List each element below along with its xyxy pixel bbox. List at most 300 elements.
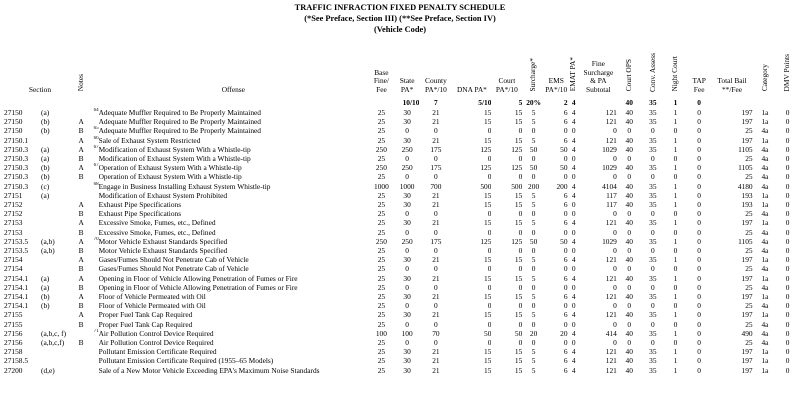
subsection: (a,b) [41,236,55,246]
surcharge: 5 [531,108,536,117]
emat-pa: 4 [571,310,576,320]
category: 4a [761,338,769,348]
header-court-pa: Court PA*/10 [495,76,518,94]
conv-assess: 35 [649,328,657,338]
fine-subtotal: 1029 [602,163,617,173]
emat-pa: 4 [571,117,576,127]
emat-pa: 0 [571,246,576,256]
court-pa: 0 [518,338,523,348]
dna-pa: 0 [487,246,492,256]
section-number: 27150.3 [4,172,29,182]
footnote-ref [86,292,98,301]
dmv-points: 0 [785,209,790,219]
conv-assess: 35 [649,144,657,154]
court-ops: 40 [625,328,633,338]
state-pa: 0 [405,282,409,292]
schedule-subtitle: (*See Preface, Section III) (**See Preface, Section IV) [304,14,496,23]
total-bail: 197 [741,356,753,366]
ems-pa: 0 [563,227,568,237]
footnote-ref [86,255,98,264]
mult-county: 7 [434,98,438,107]
category: 4a [761,144,769,154]
dna-pa: 15 [484,135,492,145]
ems-pa: 0 [563,126,568,136]
court-pa: 15 [514,365,523,375]
emat-pa: 0 [571,282,576,292]
base-fine: 25 [377,301,386,311]
emat-pa: 4 [571,328,576,338]
night-court: 0 [673,209,678,219]
total-bail: 25 [745,319,753,329]
conv-assess: 0 [651,246,655,256]
table-row [4,136,798,145]
subsection [41,136,76,145]
base-fine: 25 [377,154,386,164]
offense-description: Exhaust Pipe Specifications [98,200,182,210]
base-fine: 25 [377,319,386,329]
header-ems-pa: EMS PA*/10 [545,76,568,94]
header-total-bail: Total Bail **/Fee [717,76,747,94]
dna-pa: 50 [484,328,492,338]
tap-fee: 0 [697,365,701,375]
section-number: 27154.1 [4,282,29,292]
category: 1a [761,292,769,302]
surcharge: 5 [531,365,536,375]
surcharge: 0 [531,338,536,348]
surcharge: 0 [531,264,536,274]
emat-pa: 0 [571,209,576,219]
state-pa: 30 [403,356,411,366]
total-bail: 193 [741,200,753,210]
conv-assess: 35 [649,347,657,357]
category: 4a [761,181,769,191]
footnote-ref [86,320,98,329]
dmv-points: 0 [785,301,790,311]
subsection [41,310,76,319]
night-court: 1 [673,273,678,283]
base-fine: 25 [377,310,386,320]
fine-subtotal: 121 [605,356,617,366]
state-pa: 30 [403,108,411,117]
section-number: 27200 [4,365,23,375]
county-pa: 0 [434,246,438,256]
base-fine: 25 [377,218,386,228]
subsection [41,264,76,273]
ems-pa: 50 [560,236,568,246]
court-ops: 0 [627,264,632,274]
dmv-points: 0 [785,181,790,191]
footnote-ref [86,246,98,255]
conv-assess: 35 [649,236,657,246]
court-ops: 40 [625,292,633,302]
court-ops: 40 [625,135,633,145]
court-ops: 40 [625,356,633,366]
dmv-points: 0 [785,154,790,164]
court-ops: 0 [627,154,632,164]
header-dna-pa: DNA PA* [456,84,487,94]
footnote-ref [86,356,98,365]
surcharge: 0 [531,246,536,256]
footnote-ref: 64 [93,108,99,113]
fine-subtotal: 117 [606,190,617,200]
header-offense: Offense [221,84,245,94]
table-row [4,117,798,126]
county-pa: 0 [434,172,438,182]
dna-pa: 500 [480,181,492,191]
offense-description: Pollutant Emission Certificate Required [98,347,217,357]
county-pa: 21 [432,310,440,320]
dna-pa: 0 [487,282,492,292]
state-pa: 30 [403,135,411,145]
section-number: 27155 [4,319,23,329]
dna-pa: 125 [480,236,492,246]
court-pa: 15 [514,135,523,145]
dmv-points: 0 [785,246,790,256]
section-number: 27158.5 [4,356,29,366]
county-pa: 21 [432,365,440,375]
table-row [4,347,798,356]
subsection: (a) [41,273,50,283]
base-fine: 25 [377,338,386,348]
surcharge: 0 [531,227,536,237]
court-pa: 125 [511,236,523,246]
court-pa: 0 [518,319,523,329]
base-fine: 100 [375,328,387,338]
emat-pa: 0 [571,200,576,210]
subsection: (a) [41,154,50,164]
footnote-ref [86,283,98,292]
night-court: 1 [673,255,678,265]
offense-description: Excessive Smoke, Fumes, etc., Defined [98,218,216,228]
table-row [4,108,798,117]
section-number: 27155 [4,310,23,320]
subsection [41,209,76,218]
offense-description: Opening in Floor of Vehicle Allowing Penetration of Fumes or Fire [98,282,298,292]
table-row [4,209,798,218]
court-pa: 500 [511,181,523,191]
emat-pa: 0 [571,319,576,329]
subsection: (b) [41,163,50,173]
state-pa: 30 [403,292,411,302]
note-code [76,347,86,356]
dmv-points: 0 [785,144,790,154]
tap-fee: 0 [697,135,701,145]
category: 1a [761,218,769,228]
night-court: 1 [673,218,678,228]
surcharge: 20 [529,328,538,338]
county-pa: 21 [432,273,440,283]
state-pa: 0 [405,319,409,329]
state-pa: 250 [401,144,413,154]
emat-pa: 0 [571,264,576,274]
base-fine: 25 [377,190,386,200]
emat-pa: 4 [571,163,576,173]
fine-subtotal: 0 [613,338,617,348]
offense-description: Modification of Exhaust System Prohibited [98,190,228,200]
tap-fee: 0 [697,144,701,154]
dmv-points: 0 [785,310,790,320]
night-court: 1 [673,108,678,117]
fine-subtotal: 0 [613,227,617,237]
offense-description: Floor of Vehicle Permeated with Oil [98,292,206,302]
table-row [4,356,798,365]
tap-fee: 0 [697,273,701,283]
county-pa: 175 [430,163,442,173]
dmv-points: 0 [785,264,790,274]
dmv-points: 0 [785,126,790,136]
dmv-points: 0 [785,236,790,246]
surcharge: 5 [531,135,536,145]
section-number: 27152 [4,209,23,219]
footnote-ref [86,218,98,227]
dna-pa: 0 [487,319,492,329]
ems-pa: 50 [560,144,568,154]
subsection: (d,e) [41,365,55,375]
offense-description: Sale of Exhaust System Restricted [98,135,201,145]
state-pa: 0 [405,301,409,311]
table-row [4,292,798,301]
offense-description: Adequate Muffler Required to Be Properly Maintained [98,126,262,136]
footnote-ref [86,264,98,273]
note-code: B [78,126,84,136]
night-court: 0 [673,338,678,348]
base-fine: 25 [377,172,386,182]
total-bail: 25 [745,301,753,311]
dna-pa: 15 [484,108,492,117]
note-code [76,356,86,365]
ems-pa: 0 [563,209,568,219]
note-code: A [78,292,84,302]
conv-assess: 35 [649,163,657,173]
section-number: 27154 [4,255,23,265]
emat-pa: 4 [571,236,576,246]
court-pa: 0 [518,227,523,237]
section-number: 27158 [4,347,23,357]
court-ops: 40 [625,365,633,375]
note-code: B [78,154,84,164]
subsection: (b) [41,126,50,136]
conv-assess: 0 [651,319,655,329]
total-bail: 25 [745,338,753,348]
tap-fee: 0 [697,181,701,191]
tap-fee: 0 [697,310,701,320]
surcharge: 5 [531,190,536,200]
surcharge: 0 [531,282,536,292]
fine-subtotal: 1029 [602,236,617,246]
conv-assess: 35 [649,190,657,200]
dmv-points: 0 [785,190,790,200]
total-bail: 25 [745,282,753,292]
tap-fee: 0 [697,154,701,164]
mult-court: 5 [518,98,523,107]
court-pa: 15 [514,273,523,283]
mult-dna: 5/10 [478,98,492,107]
tap-fee: 0 [697,227,701,237]
dmv-points: 0 [785,365,790,375]
total-bail: 197 [741,310,753,320]
category: 4a [761,209,769,219]
table-row [4,366,798,375]
footnote-ref [86,366,98,375]
offense-description: Floor of Vehicle Permeated with Oil [98,301,206,311]
total-bail: 197 [741,255,753,265]
state-pa: 30 [403,190,411,200]
night-court: 1 [673,163,678,173]
surcharge: 5 [531,200,536,210]
section-number: 27153 [4,218,23,228]
table-row [4,218,798,227]
category: 4a [761,163,769,173]
county-pa: 175 [430,144,442,154]
section-number: 27150.1 [4,135,29,145]
court-pa: 15 [514,347,523,357]
category: 4a [761,172,769,182]
dmv-points: 0 [785,135,790,145]
subsection [41,200,76,209]
offense-description: Gases/Fumes Should Not Penetrate Cab of Vehicle [98,264,249,274]
fine-subtotal: 0 [613,126,617,136]
dna-pa: 15 [484,310,492,320]
offense-description: Excessive Smoke, Fumes, etc., Defined [98,227,216,237]
section-number: 27151 [4,190,23,200]
surcharge: 0 [531,154,536,164]
court-pa: 15 [514,117,523,127]
court-ops: 0 [627,301,632,311]
court-pa: 0 [518,126,523,136]
court-pa: 0 [518,282,523,292]
dna-pa: 15 [484,117,492,127]
emat-pa: 4 [571,181,576,191]
base-fine: 25 [377,282,386,292]
tap-fee: 0 [697,108,701,117]
conv-assess: 35 [649,292,657,302]
surcharge: 200 [528,181,540,191]
table-row [4,172,798,181]
subsection [41,255,76,264]
surcharge: 5 [531,273,536,283]
note-code [76,191,86,200]
fine-subtotal: 121 [605,108,617,117]
tap-fee: 0 [697,246,701,256]
emat-pa: 4 [571,135,576,145]
table-row [4,283,798,292]
offense-description: Motor Vehicle Exhaust Standards Specified [98,236,228,246]
court-ops: 0 [627,338,632,348]
court-pa: 0 [518,301,523,311]
fine-subtotal: 0 [613,246,617,256]
header-fine-subtotal: Fine Surcharge & PA Subtotal [583,59,614,94]
section-number: 27150 [4,117,23,127]
ems-pa: 6 [563,365,568,375]
header-court-ops: Court OPS [623,59,633,92]
court-pa: 0 [518,264,523,274]
county-pa: 21 [432,108,440,117]
night-court: 1 [673,200,678,210]
ems-pa: 0 [563,319,568,329]
dna-pa: 0 [487,338,492,348]
tap-fee: 0 [697,338,701,348]
dna-pa: 0 [487,126,492,136]
category: 4a [761,264,769,274]
table-row [4,301,798,310]
note-code: B [78,282,84,292]
header-state-pa: State PA* [399,76,415,94]
county-pa: 0 [434,282,438,292]
category: 1a [761,117,769,127]
court-pa: 50 [514,328,523,338]
fine-subtotal: 0 [613,282,617,292]
dna-pa: 0 [487,172,492,182]
state-pa: 30 [403,347,411,357]
tap-fee: 0 [697,190,701,200]
table-row [4,264,798,273]
county-pa: 21 [432,190,440,200]
base-fine: 25 [377,117,386,127]
conv-assess: 35 [649,365,657,375]
dna-pa: 15 [484,200,492,210]
dmv-points: 0 [785,227,790,237]
footnote-ref [86,274,98,283]
dna-pa: 15 [484,365,492,375]
base-fine: 25 [377,255,386,265]
total-bail: 1105 [738,144,753,154]
category: 1a [761,365,769,375]
note-code: A [78,218,84,228]
base-fine: 25 [377,292,386,302]
emat-pa: 4 [571,144,576,154]
court-pa: 0 [518,209,523,219]
court-ops: 0 [627,209,632,219]
state-pa: 30 [403,218,411,228]
state-pa: 30 [403,273,411,283]
emat-pa: 4 [571,347,576,357]
ems-pa: 6 [563,356,568,366]
court-ops: 40 [625,218,633,228]
footnote-ref: 66 [93,135,99,141]
header-dmv-points: DMV Points [782,54,792,92]
tap-fee: 0 [697,301,701,311]
ems-pa: 6 [563,347,568,357]
total-bail: 490 [741,328,753,338]
fine-subtotal: 121 [605,117,617,127]
dna-pa: 0 [487,301,492,311]
total-bail: 197 [741,108,753,117]
category: 1a [761,190,769,200]
dna-pa: 125 [480,144,492,154]
subsection: (b) [41,117,50,127]
tap-fee: 0 [697,319,701,329]
footnote-ref [86,310,98,319]
conv-assess: 35 [649,117,657,127]
note-code: A [78,255,84,265]
tap-fee: 0 [697,218,701,228]
note-code: B [78,301,84,311]
court-ops: 40 [625,190,633,200]
total-bail: 25 [745,172,753,182]
subsection: (a) [41,144,50,154]
category: 4a [761,246,769,256]
court-pa: 0 [518,154,523,164]
header-row [4,40,798,97]
surcharge: 5 [531,255,536,265]
court-ops: 40 [625,181,633,191]
night-court: 1 [673,135,678,145]
court-pa: 125 [511,144,523,154]
ems-pa: 0 [563,301,568,311]
footnote-ref [86,347,98,356]
fine-subtotal: 121 [605,255,617,265]
court-pa: 15 [514,218,523,228]
